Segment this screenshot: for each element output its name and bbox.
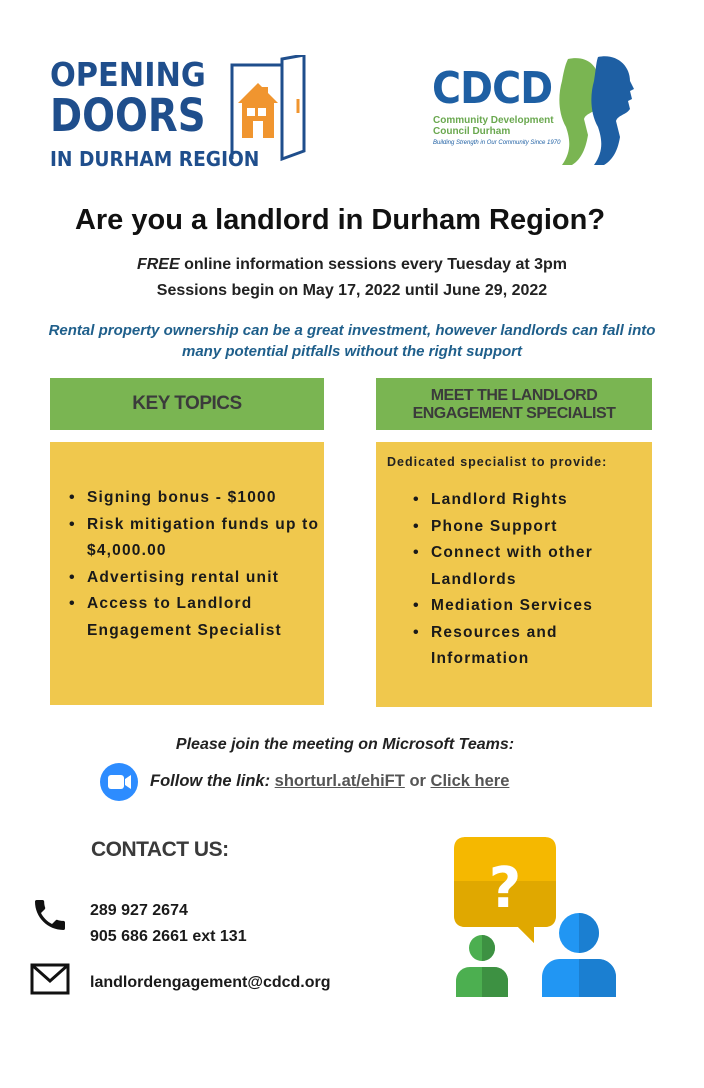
- cdcd-subtitle-line1: Community Development: [433, 115, 554, 126]
- session-schedule: [0, 256, 704, 274]
- opening-doors-logo: [50, 55, 305, 170]
- video-camera-glyph: [100, 763, 138, 801]
- logo-line-doors: DOORS: [50, 89, 206, 142]
- faces-icon: [558, 55, 648, 167]
- list-item: • Phone Support: [411, 514, 646, 541]
- specialist-box: [376, 442, 652, 707]
- phone-numbers: [90, 898, 247, 950]
- free-label: FREE: [136, 256, 180, 273]
- house-door-icon: [228, 55, 308, 163]
- list-item: • Mediation Services: [411, 593, 646, 620]
- svg-text:?: ?: [488, 856, 522, 921]
- mail-icon: [30, 963, 70, 995]
- contact-title: CONTACT US:: [91, 838, 229, 861]
- cdcd-tagline: Building Strength in Our Community Since 1970: [433, 140, 561, 146]
- key-topics-list: [67, 485, 322, 644]
- specialist-heading-line2: ENGAGEMENT SPECIALIST: [412, 405, 616, 422]
- list-item: • Advertising rental unit: [67, 565, 322, 592]
- list-item: • Resources and Information: [411, 620, 646, 673]
- people-question-icon: [452, 835, 622, 1000]
- phone-number-2: 905 686 2661 ext 131: [90, 928, 247, 945]
- video-camera-icon: [100, 763, 138, 801]
- or-text: or: [409, 772, 426, 790]
- session-dates: Sessions begin on May 17, 2022 until June 29, 2022: [156, 282, 548, 299]
- short-url-link[interactable]: shorturl.at/ehiFT: [274, 772, 405, 790]
- join-meeting-text: Please join the meeting on Microsoft Teams:: [175, 736, 515, 753]
- specialist-list: [411, 487, 646, 673]
- specialist-heading-line1: MEET THE LANDLORD: [430, 387, 598, 404]
- specialist-intro: Dedicated specialist to provide:: [387, 455, 608, 469]
- key-topics-box: [50, 442, 324, 705]
- specialist-heading: [376, 378, 652, 430]
- cdcd-subtitle: [433, 115, 554, 137]
- cdcd-title: CDCD: [432, 63, 553, 114]
- phone-icon: [30, 895, 70, 935]
- cdcd-logo: [430, 55, 650, 170]
- key-topics-heading: KEY TOPICS: [50, 378, 324, 430]
- follow-label: Follow the link:: [150, 772, 271, 790]
- list-item: • Access to Landlord Engagement Specialist: [67, 591, 322, 644]
- list-item: • Connect with other Landlords: [411, 540, 646, 593]
- list-item: • Risk mitigation funds up to $4,000.00: [67, 512, 322, 565]
- page-title: Are you a landlord in Durham Region?: [74, 204, 606, 236]
- list-item: • Landlord Rights: [411, 487, 646, 514]
- follow-link-line: [150, 772, 509, 791]
- cdcd-subtitle-line2: Council Durham: [433, 126, 511, 137]
- intro-text: Rental property ownership can be a great investment, however landlords can fall into many potential pitfalls without the right support: [48, 322, 656, 360]
- session-schedule-text: online information sessions every Tuesday at 3pm: [179, 256, 568, 273]
- logo-line-opening: OPENING: [50, 55, 206, 94]
- click-here-link[interactable]: Click here: [430, 772, 510, 790]
- logo-line-region: IN DURHAM REGION: [50, 147, 260, 171]
- list-item: • Signing bonus - $1000: [67, 485, 322, 512]
- email-address: landlordengagement@cdcd.org: [90, 974, 331, 991]
- phone-number-1: 289 927 2674: [90, 902, 188, 919]
